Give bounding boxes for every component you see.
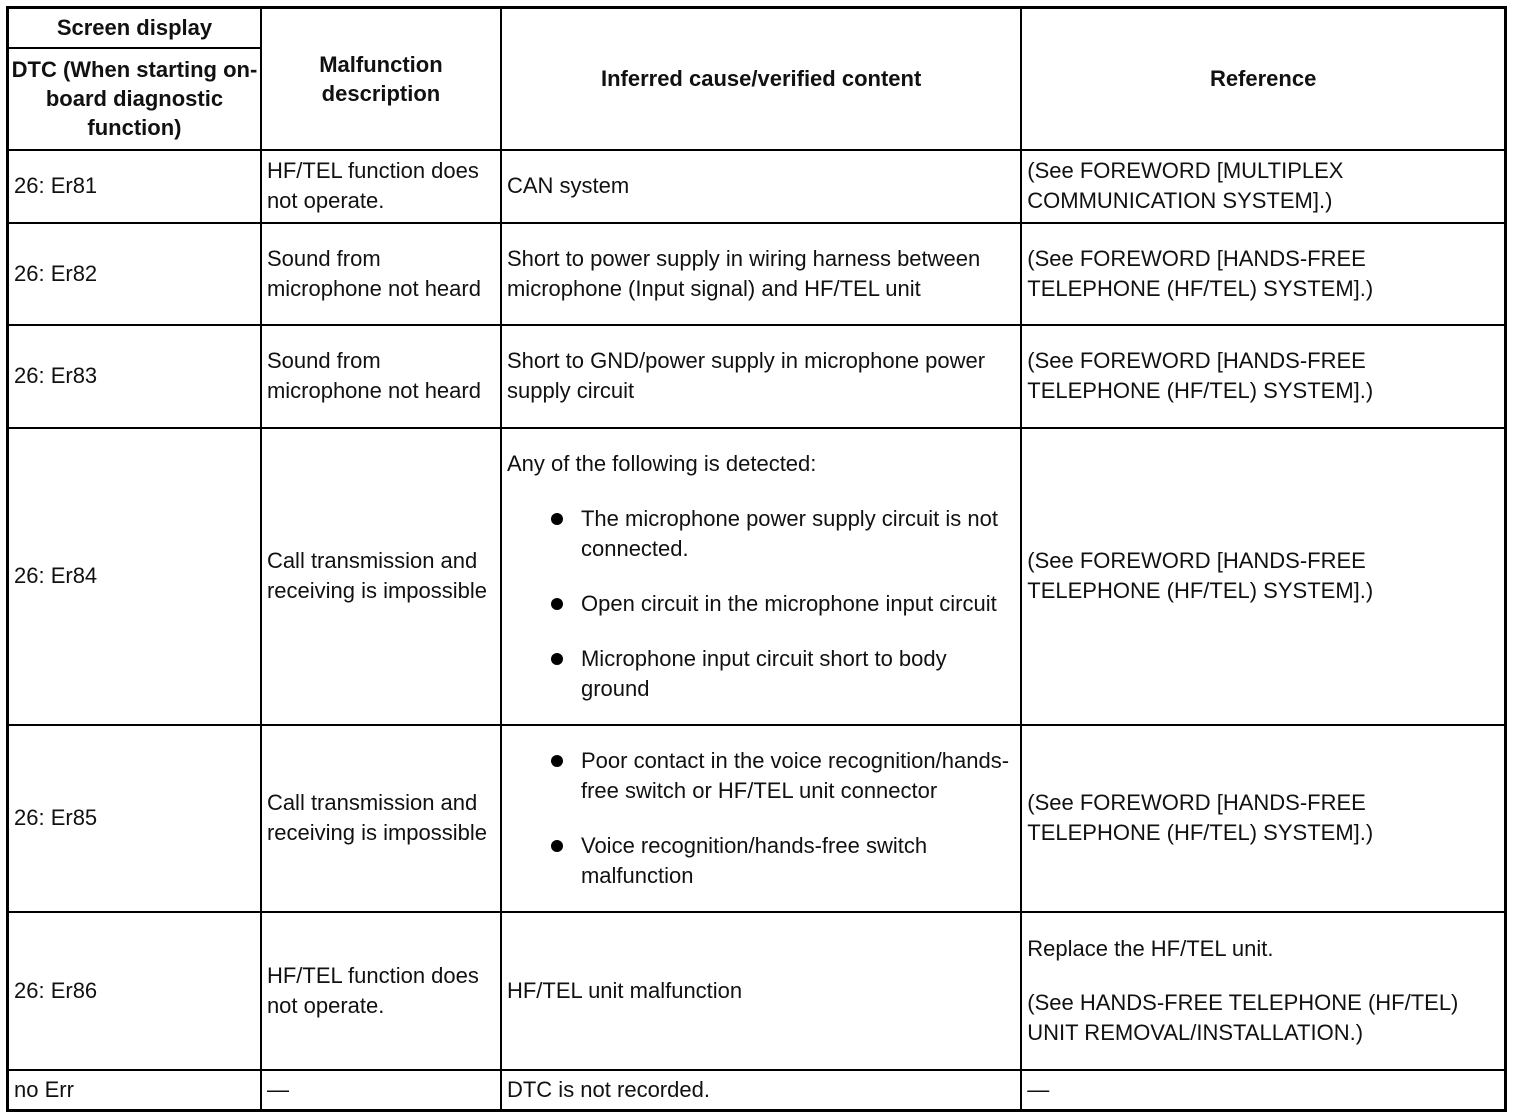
reference-cell: (See FOREWORD [HANDS-FREE TELEPHONE (HF/TEL) SYSTEM].) bbox=[1021, 725, 1505, 912]
reference-cell: (See FOREWORD [HANDS-FREE TELEPHONE (HF/TEL) SYSTEM].) bbox=[1021, 223, 1505, 325]
cause-cell: DTC is not recorded. bbox=[501, 1070, 1021, 1111]
malfunction-cell: Sound from microphone not heard bbox=[261, 325, 501, 428]
malfunction-cell: HF/TEL function does not operate. bbox=[261, 150, 501, 223]
cause-bullet: The microphone power supply circuit is not connected. bbox=[507, 504, 1015, 564]
reference-cell: (See FOREWORD [HANDS-FREE TELEPHONE (HF/TEL) SYSTEM].) bbox=[1021, 325, 1505, 428]
table-row bbox=[8, 912, 1506, 1070]
dtc-cell: 26: Er86 bbox=[8, 912, 261, 1070]
cause-cell: Short to GND/power supply in microphone power supply circuit bbox=[501, 325, 1021, 428]
header-row-1 bbox=[8, 8, 1506, 48]
cause-bullet-list bbox=[507, 504, 1015, 704]
malfunction-cell: — bbox=[261, 1070, 501, 1111]
cause-cell bbox=[501, 725, 1021, 912]
header-cause: Inferred cause/verified content bbox=[501, 8, 1021, 150]
dtc-cell: 26: Er84 bbox=[8, 428, 261, 725]
dtc-cell: 26: Er85 bbox=[8, 725, 261, 912]
dtc-cell: 26: Er83 bbox=[8, 325, 261, 428]
cause-bullet: Poor contact in the voice recognition/hands-free switch or HF/TEL unit connector bbox=[507, 746, 1015, 806]
cause-bullet: Microphone input circuit short to body ground bbox=[507, 644, 1015, 704]
malfunction-cell: Call transmission and receiving is impossible bbox=[261, 725, 501, 912]
dtc-table bbox=[6, 6, 1507, 1112]
cause-lead: Any of the following is detected: bbox=[506, 450, 817, 476]
reference-line: (See HANDS-FREE TELEPHONE (HF/TEL) UNIT REMOVAL/INSTALLATION.) bbox=[1027, 989, 1459, 1045]
malfunction-cell: Call transmission and receiving is impossible bbox=[261, 428, 501, 725]
malfunction-cell: HF/TEL function does not operate. bbox=[261, 912, 501, 1070]
header-screen-display: Screen display bbox=[8, 8, 261, 48]
cause-cell: HF/TEL unit malfunction bbox=[501, 912, 1021, 1070]
cause-bullet: Open circuit in the microphone input circuit bbox=[507, 589, 1015, 619]
dtc-cell: 26: Er82 bbox=[8, 223, 261, 325]
header-dtc: DTC (When starting on-board diagnostic function) bbox=[8, 48, 261, 150]
table-row bbox=[8, 428, 1506, 725]
dtc-table-container bbox=[6, 6, 1507, 1112]
cause-cell: CAN system bbox=[501, 150, 1021, 223]
reference-cell bbox=[1021, 912, 1505, 1070]
dtc-cell: 26: Er81 bbox=[8, 150, 261, 223]
header-reference: Reference bbox=[1021, 8, 1505, 150]
header-malfunction: Malfunction description bbox=[261, 8, 501, 150]
dtc-cell: no Err bbox=[8, 1070, 261, 1111]
table-row bbox=[8, 150, 1506, 223]
reference-cell: (See FOREWORD [HANDS-FREE TELEPHONE (HF/TEL) SYSTEM].) bbox=[1021, 428, 1505, 725]
malfunction-cell: Sound from microphone not heard bbox=[261, 223, 501, 325]
cause-bullet: Voice recognition/hands-free switch malfunction bbox=[507, 831, 1015, 891]
cause-cell: Short to power supply in wiring harness between microphone (Input signal) and HF/TEL unit bbox=[501, 223, 1021, 325]
cause-bullet-list bbox=[507, 746, 1015, 891]
reference-cell: — bbox=[1021, 1070, 1505, 1111]
table-row bbox=[8, 1070, 1506, 1111]
reference-cell: (See FOREWORD [MULTIPLEX COMMUNICATION SYSTEM].) bbox=[1021, 150, 1505, 223]
cause-cell bbox=[501, 428, 1021, 725]
table-row bbox=[8, 725, 1506, 912]
table-row bbox=[8, 223, 1506, 325]
reference-line: Replace the HF/TEL unit. bbox=[1027, 935, 1274, 961]
table-row bbox=[8, 325, 1506, 428]
